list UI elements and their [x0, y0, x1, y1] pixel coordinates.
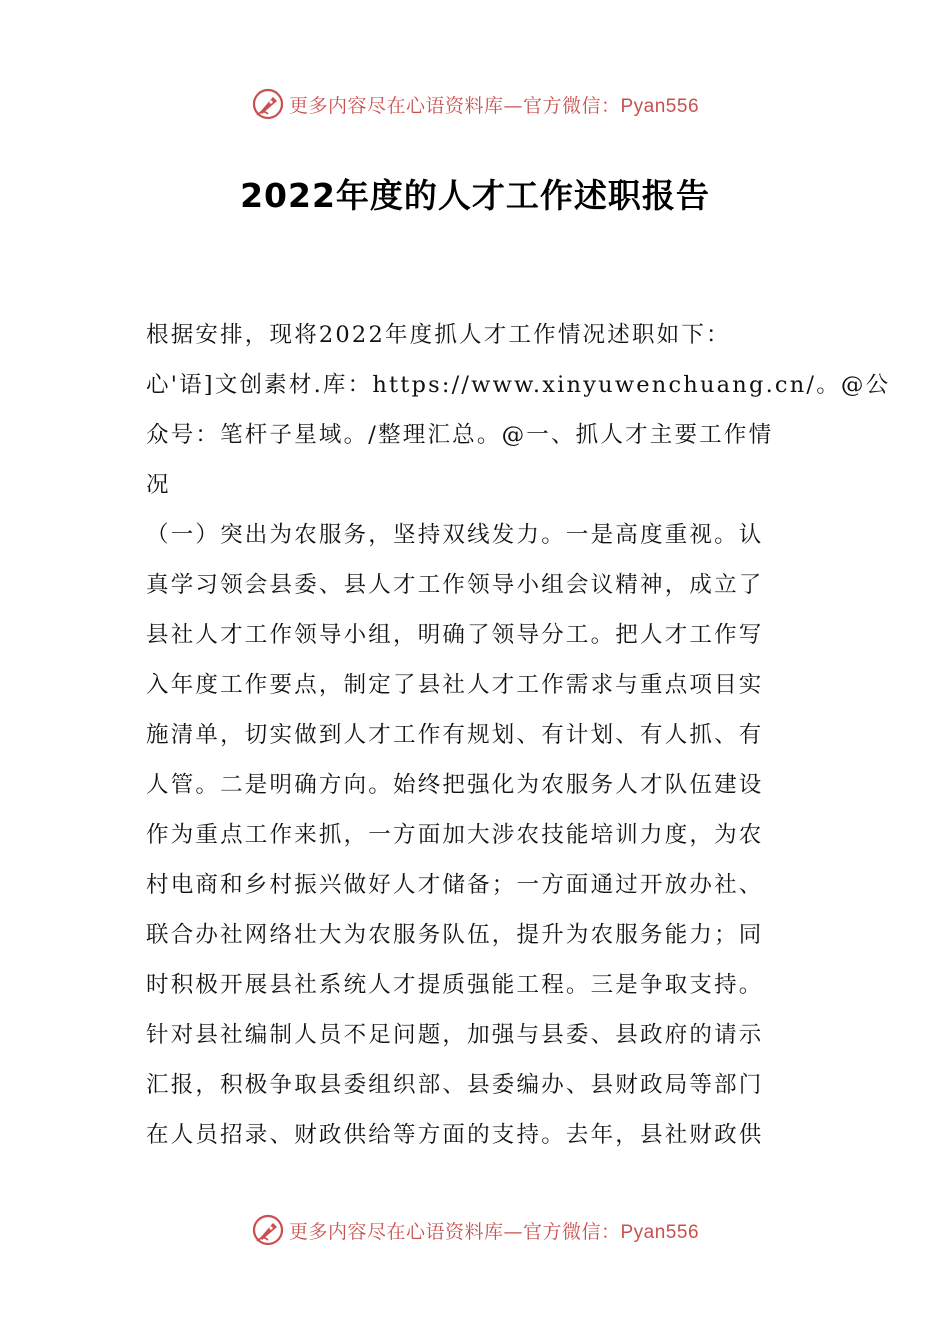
- document-title: 2022年度的人才工作述职报告: [240, 176, 710, 215]
- pen-nib-logo-icon: [251, 1213, 285, 1247]
- body-line: 时积极开展县社系统人才提质强能工程。三是争取支持。: [146, 972, 764, 998]
- body-line: 针对县社编制人员不足问题，加强与县委、县政府的请示: [146, 1022, 764, 1048]
- document-body: [146, 310, 891, 1160]
- body-line: 人管。二是明确方向。始终把强化为农服务人才队伍建设: [146, 772, 764, 798]
- body-line: 根据安排，现将2022年度抓人才工作情况述职如下：: [146, 322, 731, 348]
- body-line: 况: [146, 472, 171, 498]
- body-line: 在人员招录、财政供给等方面的支持。去年，县社财政供: [146, 1122, 764, 1148]
- body-line: 入年度工作要点，制定了县社人才工作需求与重点项目实: [146, 672, 764, 698]
- body-line: 作为重点工作来抓，一方面加大涉农技能培训力度，为农: [146, 822, 764, 848]
- body-line: 县社人才工作领导小组，明确了领导分工。把人才工作写: [146, 622, 764, 648]
- body-line: （一）突出为农服务，坚持双线发力。一是高度重视。认: [146, 522, 764, 548]
- body-line: 心'语]文创素材.库：https://www.xinyuwenchuang.cn/。@公: [146, 372, 891, 398]
- body-line: 真学习领会县委、县人才工作领导小组会议精神，成立了: [146, 572, 764, 598]
- watermark-banner-bottom: [0, 1210, 950, 1250]
- body-line: 村电商和乡村振兴做好人才储备；一方面通过开放办社、: [146, 872, 764, 898]
- body-line: 汇报，积极争取县委组织部、县委编办、县财政局等部门: [146, 1072, 764, 1098]
- watermark-banner-top: [0, 84, 950, 124]
- body-line: 施清单，切实做到人才工作有规划、有计划、有人抓、有: [146, 722, 764, 748]
- body-line: 众号：笔杆子星域。/整理汇总。@一、抓人才主要工作情: [146, 422, 774, 448]
- watermark-text: 更多内容尽在心语资料库—官方微信：Pyan556: [288, 1220, 700, 1243]
- pen-nib-logo-icon: [251, 87, 285, 121]
- body-line: 联合办社网络壮大为农服务队伍，提升为农服务能力；同: [146, 922, 764, 948]
- watermark-text: 更多内容尽在心语资料库—官方微信：Pyan556: [288, 94, 700, 117]
